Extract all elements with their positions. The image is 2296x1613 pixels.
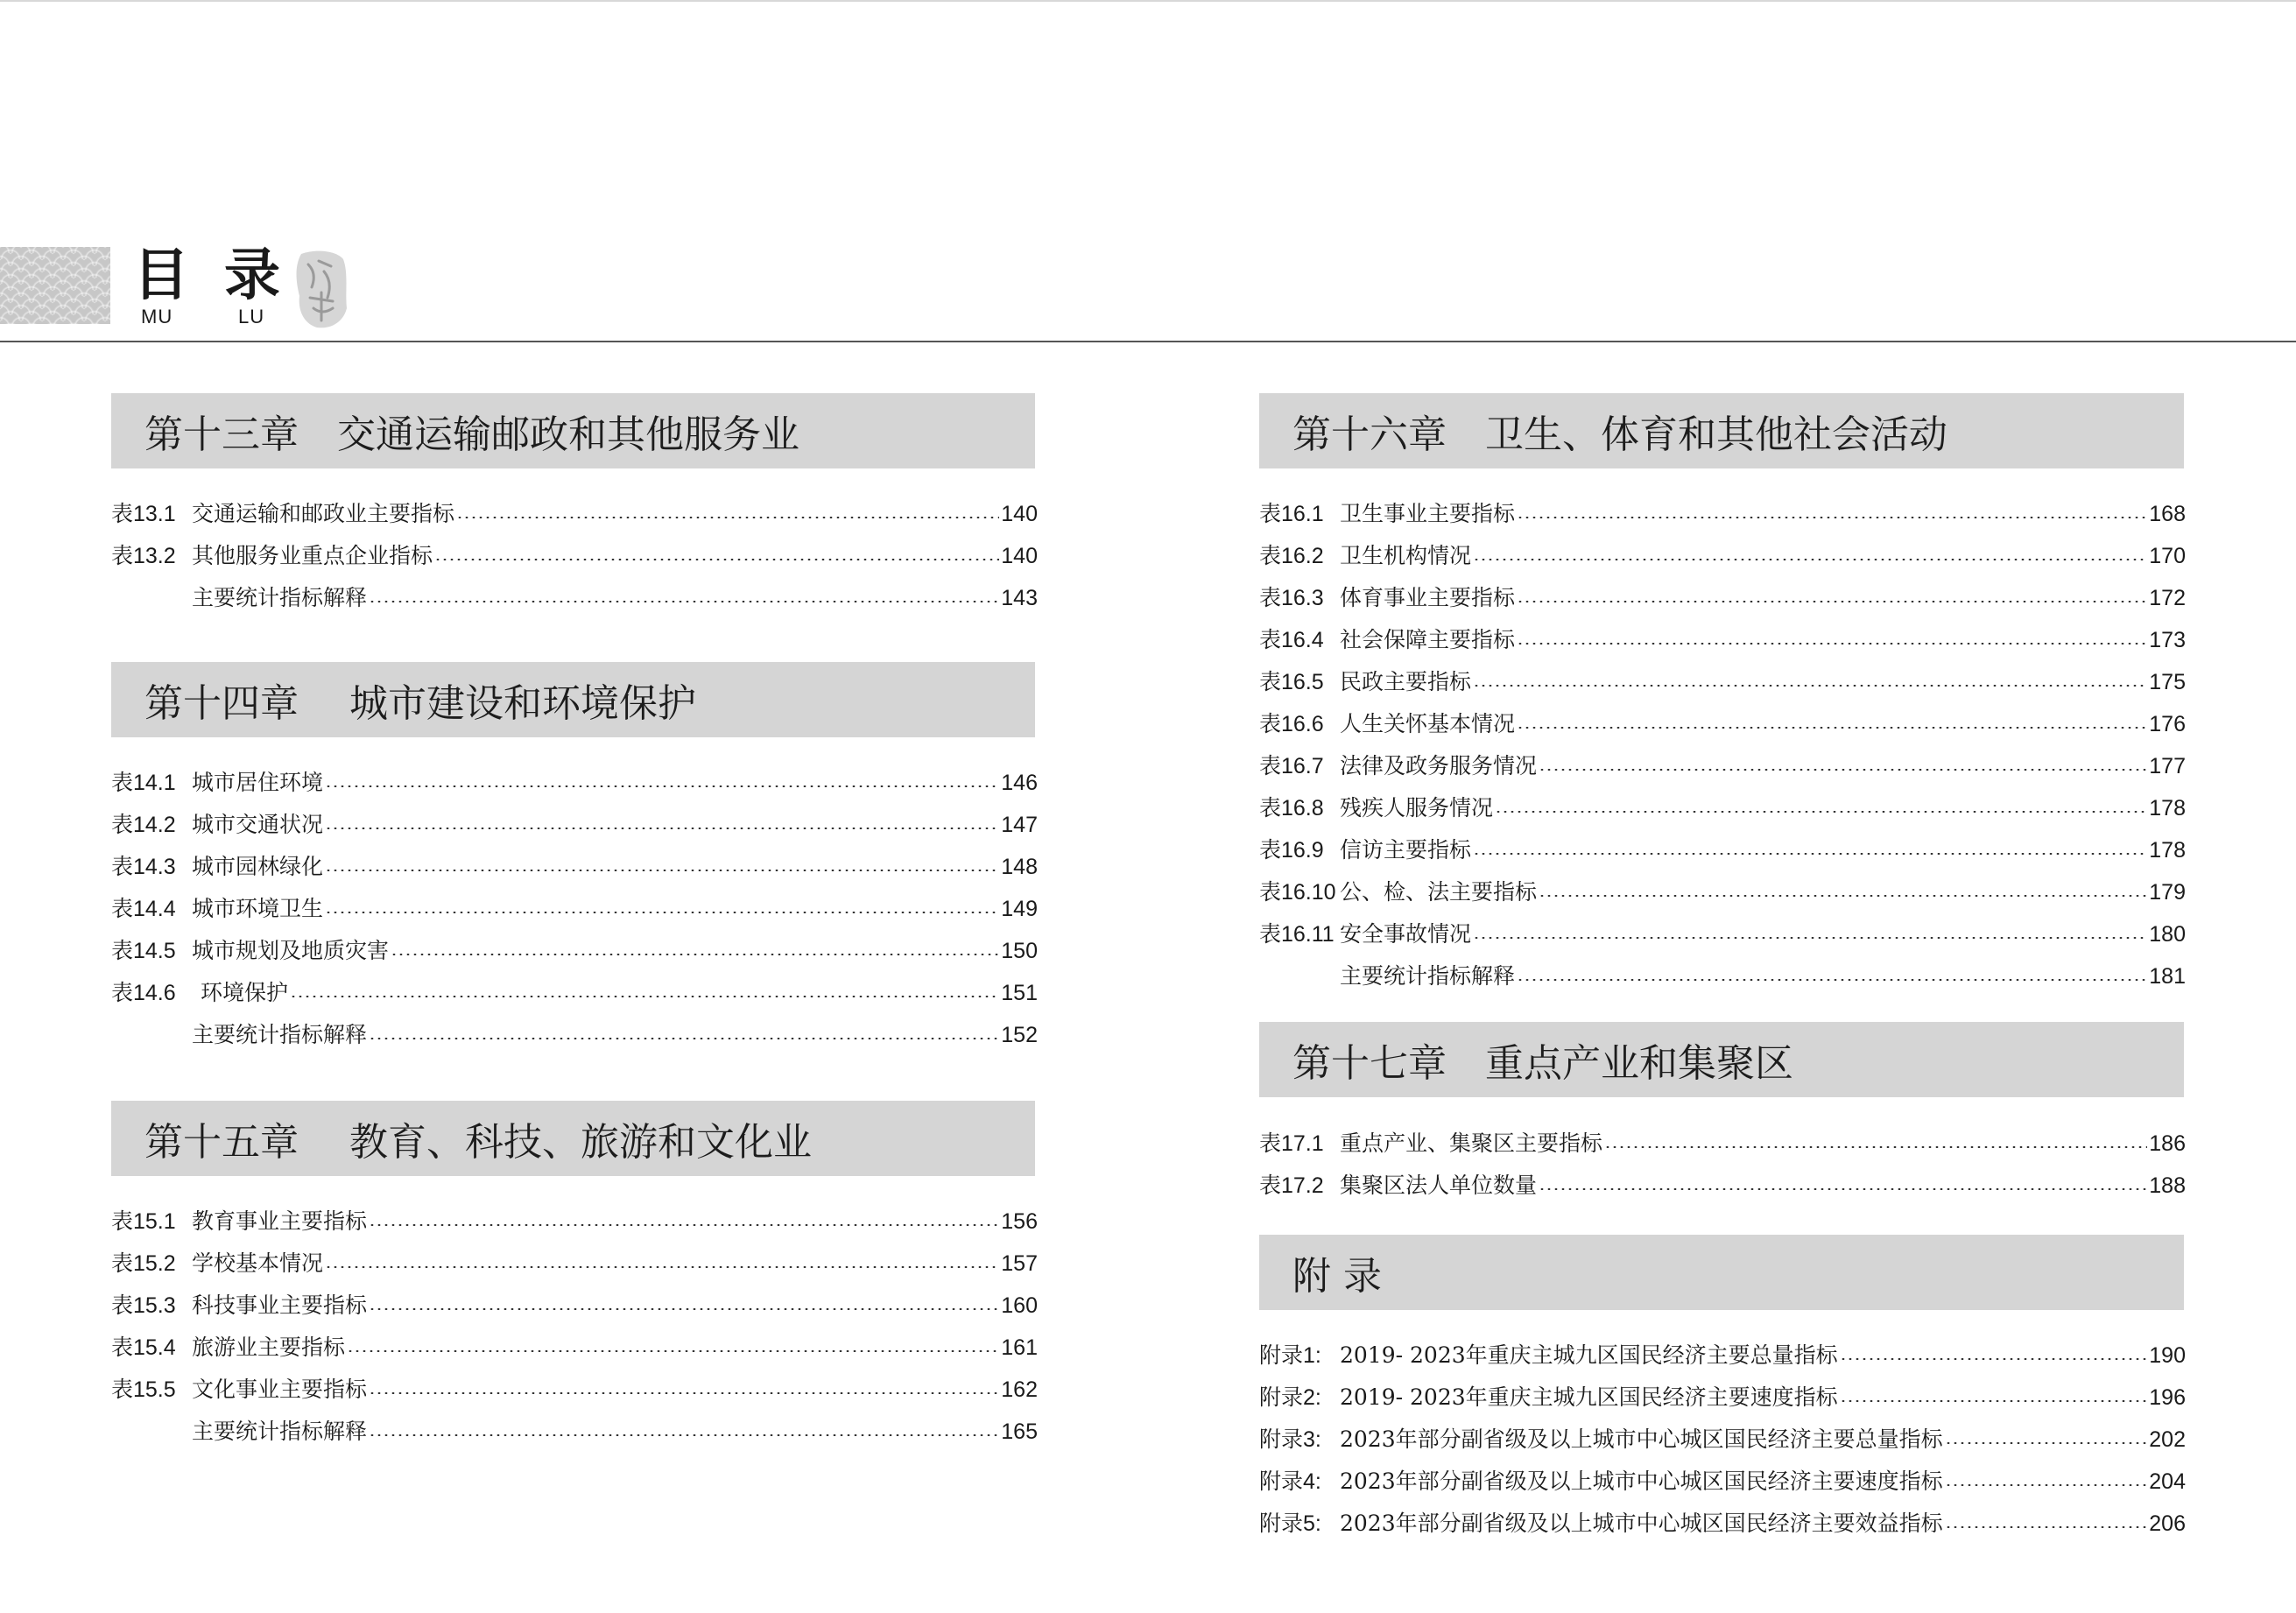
dot-leader bbox=[325, 785, 999, 787]
page-number: 151 bbox=[1001, 981, 1038, 1005]
page-number: 181 bbox=[2149, 964, 2186, 989]
entry-title: 信访主要指标 bbox=[1340, 837, 1472, 863]
entry-title: 法律及政务服务情况 bbox=[1340, 753, 1538, 778]
dot-leader bbox=[1517, 601, 2147, 602]
page-number: 202 bbox=[2149, 1427, 2186, 1452]
entry-title: 2023年部分副省级及以上城市中心城区国民经济主要速度指标 bbox=[1340, 1469, 1943, 1494]
toc-row[interactable] bbox=[111, 1414, 1038, 1449]
table-number: 表15.3 bbox=[111, 1293, 176, 1318]
toc-row[interactable] bbox=[1259, 623, 2186, 658]
dot-leader bbox=[325, 828, 999, 829]
toc-row[interactable] bbox=[111, 1246, 1038, 1281]
entry-title: 主要统计指标解释 bbox=[192, 1022, 368, 1047]
table-number: 表14.5 bbox=[111, 939, 176, 963]
entry-title: 民政主要指标 bbox=[1340, 669, 1472, 694]
page-number: 196 bbox=[2149, 1385, 2186, 1410]
dot-leader bbox=[347, 1350, 999, 1352]
table-number: 表16.4 bbox=[1259, 628, 1324, 652]
page-number: 146 bbox=[1001, 771, 1038, 795]
dot-leader bbox=[325, 1266, 999, 1268]
page-number: 186 bbox=[2149, 1131, 2186, 1156]
page-number: 157 bbox=[1001, 1251, 1038, 1276]
dot-leader bbox=[369, 1224, 999, 1226]
toc-row[interactable] bbox=[111, 1018, 1038, 1053]
page-title-pinyin-1: MU bbox=[141, 306, 173, 328]
appendix-number: 附录2: bbox=[1259, 1385, 1321, 1410]
appendix-number: 附录5: bbox=[1259, 1511, 1321, 1536]
table-number: 表14.2 bbox=[111, 813, 176, 837]
entry-title: 人生关怀基本情况 bbox=[1340, 711, 1516, 736]
entry-title: 文化事业主要指标 bbox=[192, 1377, 368, 1402]
dot-leader bbox=[434, 559, 999, 560]
page-number: 206 bbox=[2149, 1511, 2186, 1536]
entry-title: 重点产业、集聚区主要指标 bbox=[1340, 1131, 1603, 1156]
toc-row[interactable] bbox=[111, 933, 1038, 969]
chapter-15-heading: 第十五章 教育、科技、旅游和文化业 bbox=[111, 1101, 1035, 1176]
dot-leader bbox=[369, 1434, 999, 1436]
toc-row[interactable] bbox=[1259, 707, 2186, 742]
page-number: 140 bbox=[1001, 502, 1038, 526]
table-number: 表16.2 bbox=[1259, 544, 1324, 568]
toc-row[interactable] bbox=[1259, 1338, 2186, 1373]
page-number: 190 bbox=[2149, 1343, 2186, 1368]
page-title-char-2: 录 bbox=[224, 243, 280, 308]
dot-leader bbox=[325, 912, 999, 913]
toc-row[interactable] bbox=[1259, 581, 2186, 616]
dot-leader bbox=[1517, 517, 2147, 518]
dot-leader bbox=[1517, 979, 2147, 981]
dot-leader bbox=[391, 954, 999, 955]
page-number: 175 bbox=[2149, 670, 2186, 694]
chapter-13-heading: 第十三章 交通运输邮政和其他服务业 bbox=[111, 393, 1035, 468]
dot-leader bbox=[1840, 1400, 2148, 1402]
toc-row[interactable] bbox=[1259, 1168, 2186, 1203]
toc-row[interactable] bbox=[111, 497, 1038, 532]
table-number: 表16.1 bbox=[1259, 502, 1324, 526]
toc-row[interactable] bbox=[111, 1372, 1038, 1407]
page-number: 178 bbox=[2149, 838, 2186, 863]
entry-title: 主要统计指标解释 bbox=[192, 1419, 368, 1444]
entry-title: 残疾人服务情况 bbox=[1340, 795, 1494, 821]
table-number: 表14.3 bbox=[111, 855, 176, 879]
entry-title: 2023年部分副省级及以上城市中心城区国民经济主要效益指标 bbox=[1340, 1511, 1943, 1536]
dot-leader bbox=[1945, 1526, 2148, 1528]
chapter-14-heading: 第十四章 城市建设和环境保护 bbox=[111, 662, 1035, 737]
table-number: 表16.9 bbox=[1259, 838, 1324, 863]
toc-row[interactable] bbox=[111, 581, 1038, 616]
page-number: 180 bbox=[2149, 922, 2186, 947]
toc-row[interactable] bbox=[1259, 749, 2186, 784]
dot-leader bbox=[1473, 685, 2147, 687]
table-number: 表16.8 bbox=[1259, 796, 1324, 821]
page-number: 143 bbox=[1001, 586, 1038, 610]
entry-title: 城市园林绿化 bbox=[192, 854, 324, 879]
toc-row[interactable] bbox=[111, 1288, 1038, 1323]
table-number: 表17.1 bbox=[1259, 1131, 1324, 1156]
entry-title: 学校基本情况 bbox=[192, 1250, 324, 1276]
toc-row[interactable] bbox=[1259, 497, 2186, 532]
toc-row[interactable] bbox=[1259, 791, 2186, 826]
entry-title: 卫生机构情况 bbox=[1340, 543, 1472, 568]
toc-row[interactable] bbox=[1259, 959, 2186, 994]
dot-leader bbox=[1945, 1442, 2148, 1444]
toc-row[interactable] bbox=[1259, 833, 2186, 868]
entry-title: 科技事业主要指标 bbox=[192, 1293, 368, 1318]
table-number: 表14.6 bbox=[111, 981, 176, 1005]
page-number: 149 bbox=[1001, 897, 1038, 921]
page-number: 204 bbox=[2149, 1469, 2186, 1494]
toc-row[interactable] bbox=[111, 807, 1038, 842]
table-number: 表14.1 bbox=[111, 771, 176, 795]
entry-title: 2019- 2023年重庆主城九区国民经济主要速度指标 bbox=[1340, 1384, 1838, 1410]
dot-leader bbox=[1495, 811, 2147, 813]
toc-row[interactable] bbox=[111, 539, 1038, 574]
toc-row[interactable] bbox=[111, 1204, 1038, 1239]
page-number: 147 bbox=[1001, 813, 1038, 837]
table-number: 表16.11 bbox=[1259, 922, 1335, 947]
dot-leader bbox=[1539, 895, 2147, 897]
dot-leader bbox=[369, 1038, 999, 1039]
table-number: 表16.7 bbox=[1259, 754, 1324, 778]
entry-title: 城市环境卫生 bbox=[192, 896, 324, 921]
page-title-char-1: 目 bbox=[133, 243, 189, 308]
table-number: 表16.3 bbox=[1259, 586, 1324, 610]
entry-title: 环境保护 bbox=[201, 980, 289, 1005]
chapter-17-heading: 第十七章 重点产业和集聚区 bbox=[1259, 1022, 2184, 1097]
page-number: 170 bbox=[2149, 544, 2186, 568]
dot-leader bbox=[1517, 643, 2147, 644]
entry-title: 教育事业主要指标 bbox=[192, 1208, 368, 1234]
toc-row[interactable] bbox=[111, 891, 1038, 926]
page-number: 148 bbox=[1001, 855, 1038, 879]
appendix-heading: 附 录 bbox=[1259, 1235, 2184, 1310]
toc-row[interactable] bbox=[111, 765, 1038, 800]
seal-stamp-icon bbox=[292, 247, 350, 331]
page-number: 177 bbox=[2149, 754, 2186, 778]
dot-leader bbox=[1539, 1188, 2147, 1190]
appendix-number: 附录3: bbox=[1259, 1427, 1321, 1452]
toc-row[interactable] bbox=[1259, 1506, 2186, 1541]
toc-row[interactable] bbox=[1259, 1380, 2186, 1415]
table-number: 表14.4 bbox=[111, 897, 176, 921]
page-number: 162 bbox=[1001, 1377, 1038, 1402]
entry-title: 体育事业主要指标 bbox=[1340, 585, 1516, 610]
page-number: 168 bbox=[2149, 502, 2186, 526]
page-number: 172 bbox=[2149, 586, 2186, 610]
appendix-number: 附录1: bbox=[1259, 1343, 1321, 1368]
toc-row[interactable] bbox=[1259, 665, 2186, 700]
entry-title: 旅游业主要指标 bbox=[192, 1335, 346, 1360]
dot-leader bbox=[369, 601, 999, 602]
page-title-pinyin-2: LU bbox=[238, 306, 265, 328]
page-number: 152 bbox=[1001, 1023, 1038, 1047]
toc-row[interactable] bbox=[111, 849, 1038, 884]
table-number: 表15.5 bbox=[111, 1377, 176, 1402]
page-number: 161 bbox=[1001, 1335, 1038, 1360]
page-number: 188 bbox=[2149, 1173, 2186, 1198]
entry-title: 集聚区法人单位数量 bbox=[1340, 1173, 1538, 1198]
page-number: 165 bbox=[1001, 1419, 1038, 1444]
entry-title: 主要统计指标解释 bbox=[192, 585, 368, 610]
dot-leader bbox=[456, 517, 999, 518]
table-number: 表17.2 bbox=[1259, 1173, 1324, 1198]
dot-leader bbox=[1517, 727, 2147, 729]
toc-row[interactable] bbox=[1259, 875, 2186, 910]
toc-row[interactable] bbox=[111, 976, 1038, 1011]
entry-title: 卫生事业主要指标 bbox=[1340, 501, 1516, 526]
dot-leader bbox=[369, 1308, 999, 1310]
entry-title: 城市规划及地质灾害 bbox=[192, 938, 390, 963]
table-number: 表15.1 bbox=[111, 1209, 176, 1234]
toc-row[interactable] bbox=[1259, 1464, 2186, 1499]
header-divider bbox=[0, 341, 2296, 342]
entry-title: 其他服务业重点企业指标 bbox=[192, 543, 433, 568]
entry-title: 公、检、法主要指标 bbox=[1340, 879, 1538, 905]
entry-title: 城市居住环境 bbox=[192, 770, 324, 795]
chapter-16-heading: 第十六章 卫生、体育和其他社会活动 bbox=[1259, 393, 2184, 468]
entry-title: 2023年部分副省级及以上城市中心城区国民经济主要总量指标 bbox=[1340, 1426, 1943, 1452]
dot-leader bbox=[325, 870, 999, 871]
entry-title: 城市交通状况 bbox=[192, 812, 324, 837]
dot-leader bbox=[1473, 937, 2147, 939]
page-number: 176 bbox=[2149, 712, 2186, 736]
dot-leader bbox=[1473, 559, 2147, 560]
page-number: 140 bbox=[1001, 544, 1038, 568]
toc-row[interactable] bbox=[1259, 1126, 2186, 1161]
dot-leader bbox=[1604, 1146, 2147, 1148]
decorative-pattern bbox=[0, 247, 110, 324]
toc-row[interactable] bbox=[1259, 1422, 2186, 1457]
toc-row[interactable] bbox=[1259, 539, 2186, 574]
dot-leader bbox=[1840, 1358, 2148, 1360]
table-number: 表16.6 bbox=[1259, 712, 1324, 736]
table-number: 表13.2 bbox=[111, 544, 176, 568]
dot-leader bbox=[1945, 1484, 2148, 1486]
page-number: 179 bbox=[2149, 880, 2186, 905]
page-number: 178 bbox=[2149, 796, 2186, 821]
entry-title: 社会保障主要指标 bbox=[1340, 627, 1516, 652]
page-number: 156 bbox=[1001, 1209, 1038, 1234]
table-number: 表16.5 bbox=[1259, 670, 1324, 694]
table-number: 表15.4 bbox=[111, 1335, 176, 1360]
toc-row[interactable] bbox=[111, 1330, 1038, 1365]
appendix-number: 附录4: bbox=[1259, 1469, 1321, 1494]
top-border bbox=[0, 0, 2296, 2]
entry-title: 交通运输和邮政业主要指标 bbox=[192, 501, 455, 526]
entry-title: 主要统计指标解释 bbox=[1340, 963, 1516, 989]
entry-title: 安全事故情况 bbox=[1340, 921, 1472, 947]
toc-row[interactable] bbox=[1259, 917, 2186, 952]
page-number: 173 bbox=[2149, 628, 2186, 652]
dot-leader bbox=[290, 996, 999, 997]
entry-title: 2019- 2023年重庆主城九区国民经济主要总量指标 bbox=[1340, 1342, 1838, 1368]
table-number: 表13.1 bbox=[111, 502, 176, 526]
page-number: 150 bbox=[1001, 939, 1038, 963]
dot-leader bbox=[1473, 853, 2147, 855]
table-number: 表15.2 bbox=[111, 1251, 176, 1276]
page-number: 160 bbox=[1001, 1293, 1038, 1318]
dot-leader bbox=[1539, 769, 2147, 771]
table-number: 表16.10 bbox=[1259, 880, 1336, 905]
dot-leader bbox=[369, 1392, 999, 1394]
